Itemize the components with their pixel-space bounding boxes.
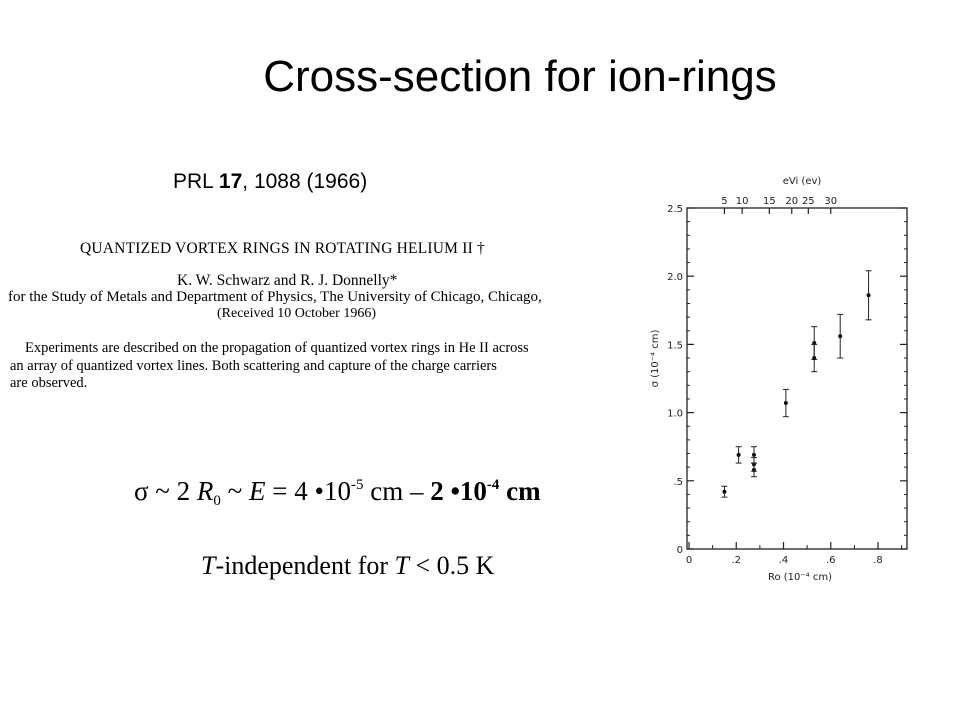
formula-exponent-2: -4	[486, 477, 500, 493]
y-axis-label: σ (10⁻⁴ cm)	[650, 329, 661, 388]
x-tick-label: .4	[778, 555, 789, 566]
x-tick-label: .2	[731, 555, 742, 566]
citation-volume: 17	[218, 170, 243, 193]
formula-unit-dash: cm –	[363, 476, 431, 506]
condition-t-2: T	[394, 551, 409, 580]
x-tick-label: 0	[685, 555, 693, 566]
temperature-condition	[201, 551, 494, 581]
cross-section-formula	[134, 476, 541, 510]
condition-limit: < 0.5 K	[408, 551, 495, 580]
citation-journal: PRL	[173, 170, 214, 193]
data-point	[737, 453, 741, 457]
x-axis-label: Ro (10⁻⁴ cm)	[767, 572, 833, 583]
plot-frame	[687, 208, 907, 549]
y-tick-label: 0	[676, 545, 683, 556]
citation	[173, 170, 367, 194]
top-tick-label: 15	[762, 196, 776, 207]
data-point	[784, 401, 788, 405]
paper-abstract-line: Experiments are described on the propagation of quantized vortex rings in He II across	[25, 340, 529, 356]
formula-r: R	[196, 476, 214, 506]
formula-tilde: ~	[220, 476, 250, 506]
y-tick-label: .5	[673, 476, 683, 488]
top-axis-label: eVi (ev)	[782, 176, 822, 187]
data-point	[867, 293, 871, 297]
cross-section-plot	[632, 170, 952, 620]
paper-authors: K. W. Schwarz and R. J. Donnelly*	[177, 272, 398, 289]
formula-value-2: 2 •10	[430, 476, 487, 506]
data-point	[752, 468, 756, 472]
y-tick-label: 2.0	[667, 272, 683, 284]
formula-r-subscript: 0	[213, 493, 221, 509]
top-tick-label: 10	[735, 196, 749, 207]
formula-sigma: σ ~ 2	[134, 476, 197, 506]
top-tick-label: 20	[785, 196, 799, 207]
paper-received-date: (Received 10 October 1966)	[217, 306, 376, 321]
paper-abstract-line: are observed.	[10, 375, 88, 391]
x-tick-label: .8	[873, 555, 883, 566]
y-tick-label: 2.5	[667, 204, 683, 215]
condition-text: -independent for	[215, 551, 395, 580]
x-tick-label: .6	[825, 555, 836, 566]
top-tick-label: 5	[721, 196, 728, 207]
formula-exponent-1: -5	[350, 477, 364, 493]
paper-title: QUANTIZED VORTEX RINGS IN ROTATING HELIUM II †	[80, 240, 485, 257]
y-tick-label: 1.0	[667, 408, 683, 420]
top-tick-label: 30	[824, 196, 838, 207]
data-point	[722, 490, 726, 494]
data-point	[812, 356, 816, 360]
y-tick-label: 1.5	[667, 340, 683, 352]
formula-unit-2: cm	[499, 476, 541, 506]
top-tick-label: 25	[801, 196, 815, 207]
citation-pages-year: , 1088 (1966)	[242, 170, 368, 193]
condition-t: T	[201, 551, 216, 580]
formula-e: E	[249, 476, 266, 506]
data-point	[838, 334, 842, 338]
paper-affiliation: for the Study of Metals and Department of Physics, The University of Chicago, Chicago,	[8, 289, 542, 305]
formula-value-1: = 4 •10	[265, 476, 351, 506]
slide-title: Cross-section for ion-rings	[263, 52, 777, 101]
data-point	[752, 453, 756, 457]
paper-abstract-line: an array of quantized vortex lines. Both scattering and capture of the charge carriers	[10, 358, 497, 374]
